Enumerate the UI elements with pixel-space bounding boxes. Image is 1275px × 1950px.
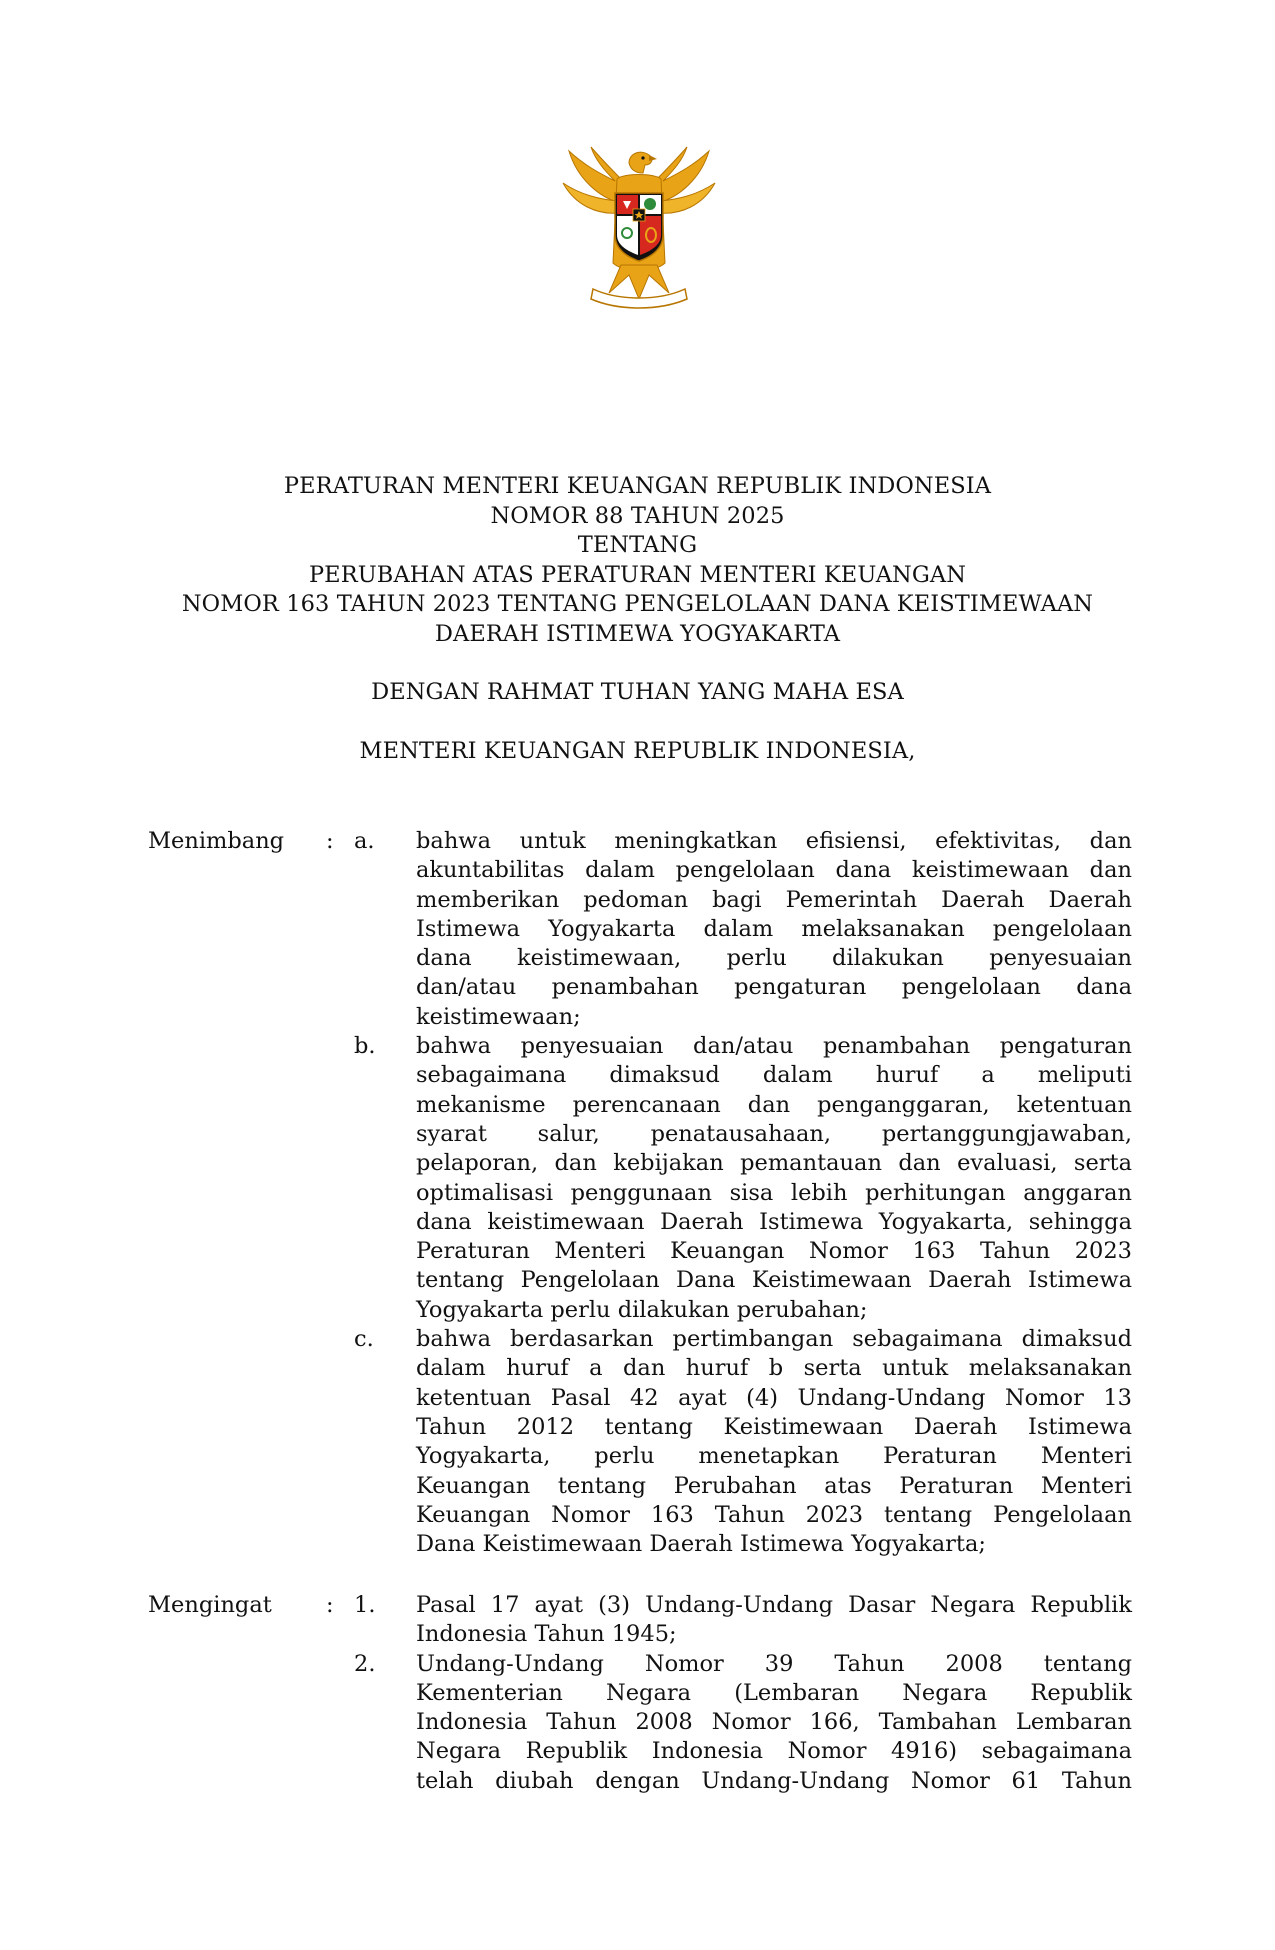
text-line: Yogyakarta, perlu menetapkan Peraturan Menteri (416, 1443, 1132, 1470)
menimbang-item-text (416, 827, 1132, 1032)
mengingat-section (148, 1591, 1133, 1796)
text-line: Pasal 17 ayat (3) Undang-Undang Dasar Negara Republik (416, 1592, 1132, 1618)
title-line-4: PERUBAHAN ATAS PERATURAN MENTERI KEUANGAN (308, 561, 967, 588)
text-line: Negara Republik Indonesia Nomor 4916) sebagaimana (416, 1738, 1132, 1765)
mengingat-row (148, 1591, 1133, 1796)
text-line: Indonesia Tahun 2008 Nomor 166, Tambahan Lembaran (416, 1709, 1132, 1736)
text-line: dalam huruf a dan huruf b serta untuk melaksanakan (416, 1355, 1132, 1382)
text-line: dana keistimewaan Daerah Istimewa Yogyakarta, sehingga (416, 1208, 1132, 1235)
text-line: Keuangan tentang Perubahan atas Peraturan Menteri (416, 1472, 1132, 1499)
menimbang-row (148, 827, 1133, 1559)
text-line: Kementerian Negara (Lembaran Negara Republik (416, 1679, 1132, 1706)
text-line: sebagaimana dimaksud dalam huruf a meliputi (416, 1062, 1132, 1089)
text-line: dan/atau penambahan pengaturan pengelolaan dana (416, 974, 1132, 1001)
menimbang-item-text (416, 1325, 1132, 1559)
garuda-emblem (559, 143, 719, 313)
garuda-tail (609, 265, 669, 299)
menimbang-item-marker: a. (354, 828, 375, 854)
text-line: Tahun 2012 tentang Keistimewaan Daerah Istimewa (416, 1413, 1132, 1440)
text-line: Dana Keistimewaan Daerah Istimewa Yogyakarta; (416, 1531, 986, 1558)
shield (615, 193, 663, 261)
text-line: bahwa penyesuaian dan/atau penambahan pengaturan (416, 1033, 1132, 1060)
mengingat-item (148, 1591, 1133, 1650)
text-line: pelaporan, dan kebijakan pemantauan dan evaluasi, serta (416, 1150, 1132, 1177)
text-line: dana keistimewaan, perlu dilakukan penyesuaian (416, 945, 1132, 972)
garuda-head (629, 152, 657, 173)
title-line-2: NOMOR 88 TAHUN 2025 (490, 502, 785, 529)
menimbang-item (148, 1032, 1133, 1325)
text-line: telah diubah dengan Undang-Undang Nomor 61 Tahun (416, 1767, 1132, 1794)
text-line: Undang-Undang Nomor 39 Tahun 2008 tentang (416, 1650, 1132, 1677)
mengingat-item-text (416, 1650, 1132, 1796)
mengingat-item-marker: 1. (354, 1592, 376, 1618)
mengingat-item (148, 1650, 1133, 1796)
text-line: syarat salur, penatausahaan, pertanggungjawaban, (416, 1120, 1132, 1147)
invocation: DENGAN RAHMAT TUHAN YANG MAHA ESA (371, 679, 904, 705)
text-line: mekanisme perencanaan dan penganggaran, ketentuan (416, 1091, 1132, 1118)
menimbang-section (148, 827, 1133, 1559)
menimbang-item-marker: c. (354, 1326, 374, 1353)
menimbang-colon: : (326, 828, 334, 854)
text-line: keistimewaan; (416, 1003, 581, 1030)
menimbang-items (148, 827, 1133, 1559)
title-line-5: NOMOR 163 TAHUN 2023 TENTANG PENGELOLAAN DANA KEISTIMEWAAN (181, 591, 1094, 617)
mengingat-item-text (416, 1591, 1132, 1650)
mengingat-items (148, 1591, 1133, 1796)
text-line: Peraturan Menteri Keuangan Nomor 163 Tahun 2023 (416, 1238, 1132, 1265)
mengingat-colon: : (326, 1592, 334, 1618)
issuer: MENTERI KEUANGAN REPUBLIK INDONESIA, (359, 737, 916, 764)
title-line-3: TENTANG (577, 532, 698, 558)
text-line: bahwa untuk meningkatkan efisiensi, efektivitas, dan (416, 828, 1132, 854)
menimbang-item (148, 827, 1133, 1032)
regulation-title-block (100, 472, 1175, 766)
text-line: bahwa berdasarkan pertimbangan sebagaimana dimaksud (416, 1326, 1132, 1353)
menimbang-item-text (416, 1032, 1132, 1325)
text-line: Indonesia Tahun 1945; (416, 1621, 677, 1648)
text-line: Yogyakarta perlu dilakukan perubahan; (416, 1296, 868, 1323)
title-line-6: DAERAH ISTIMEWA YOGYAKARTA (434, 620, 841, 647)
menimbang-item-marker: b. (354, 1033, 376, 1060)
title-line-1: PERATURAN MENTERI KEUANGAN REPUBLIK INDONESIA (283, 473, 992, 499)
mengingat-item-marker: 2. (354, 1650, 376, 1677)
mengingat-label: Mengingat (148, 1592, 272, 1618)
text-line: memberikan pedoman bagi Pemerintah Daerah Daerah (416, 886, 1132, 913)
text-line: akuntabilitas dalam pengelolaan dana keistimewaan dan (416, 857, 1132, 884)
text-line: optimalisasi penggunaan sisa lebih perhitungan anggaran (416, 1179, 1132, 1206)
text-line: Istimewa Yogyakarta dalam melaksanakan pengelolaan (416, 915, 1132, 942)
text-line: Keuangan Nomor 163 Tahun 2023 tentang Pengelolaan (416, 1501, 1132, 1528)
text-line: ketentuan Pasal 42 ayat (4) Undang-Undang Nomor 13 (416, 1384, 1132, 1411)
menimbang-label: Menimbang (148, 828, 285, 854)
text-line: tentang Pengelolaan Dana Keistimewaan Daerah Istimewa (416, 1267, 1132, 1294)
menimbang-item (148, 1325, 1133, 1559)
